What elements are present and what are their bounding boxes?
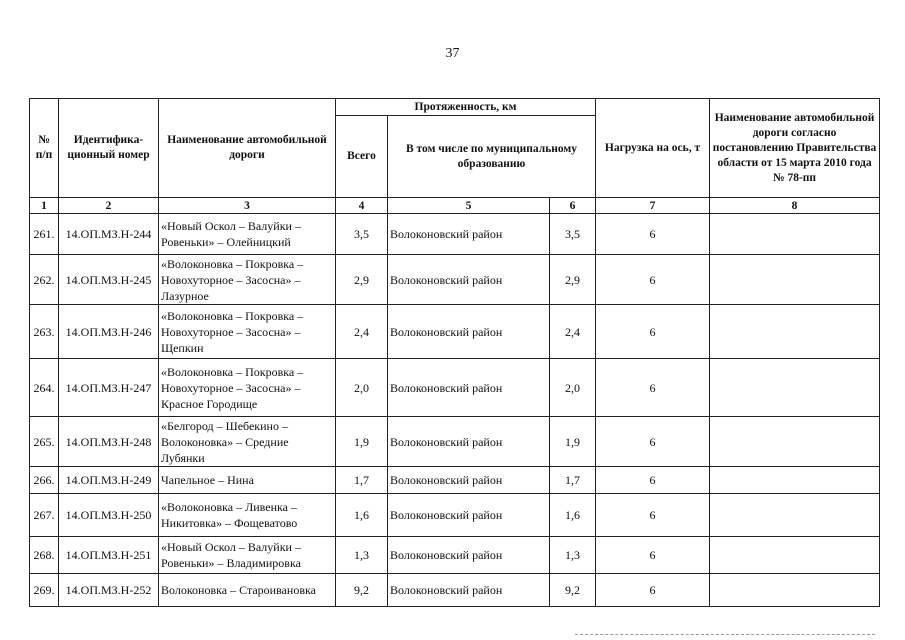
axle-load: 6 [596, 574, 710, 607]
road-id: 14.ОП.МЗ.Н-248 [59, 417, 159, 467]
length-total: 2,0 [336, 359, 388, 417]
column-number: 5 [388, 198, 550, 214]
row-index: 262. [30, 255, 59, 305]
column-number: 2 [59, 198, 159, 214]
road-id: 14.ОП.МЗ.Н-249 [59, 467, 159, 494]
official-name [710, 214, 880, 255]
municipality: Волоконовский район [388, 574, 550, 607]
municipality: Волоконовский район [388, 494, 550, 537]
road-id: 14.ОП.МЗ.Н-246 [59, 305, 159, 359]
row-index: 261. [30, 214, 59, 255]
municipality: Волоконовский район [388, 537, 550, 574]
length-total: 3,5 [336, 214, 388, 255]
length-municipal: 2,4 [550, 305, 596, 359]
header-length-group: Протяженность, км [336, 99, 596, 116]
length-total: 1,7 [336, 467, 388, 494]
header-id: Идентифика-ционный номер [59, 99, 159, 198]
column-number-row [30, 198, 880, 214]
axle-load: 6 [596, 255, 710, 305]
header-name: Наименование автомобильной дороги [159, 99, 336, 198]
header-load: Нагрузка на ось, т [596, 99, 710, 198]
header-municipal: В том числе по муниципальному образованию [388, 116, 596, 198]
length-municipal: 1,6 [550, 494, 596, 537]
road-name: «Волоконовка – Покровка – Новохуторное – Засосна» – Щепкин [159, 305, 336, 359]
road-id: 14.ОП.МЗ.Н-250 [59, 494, 159, 537]
row-index: 265. [30, 417, 59, 467]
road-name: «Волоконовка – Покровка – Новохуторное – Засосна» – Лазурное [159, 255, 336, 305]
table-row [30, 255, 880, 305]
column-number: 4 [336, 198, 388, 214]
axle-load: 6 [596, 417, 710, 467]
municipality: Волоконовский район [388, 305, 550, 359]
official-name [710, 467, 880, 494]
municipality: Волоконовский район [388, 467, 550, 494]
length-total: 1,3 [336, 537, 388, 574]
official-name [710, 574, 880, 607]
column-number: 7 [596, 198, 710, 214]
axle-load: 6 [596, 214, 710, 255]
municipality: Волоконовский район [388, 214, 550, 255]
column-number: 1 [30, 198, 59, 214]
scan-edge-line [575, 634, 875, 635]
road-name: «Волоконовка – Ливенка – Никитовка» – Фощеватово [159, 494, 336, 537]
axle-load: 6 [596, 494, 710, 537]
length-total: 9,2 [336, 574, 388, 607]
row-index: 266. [30, 467, 59, 494]
table-row [30, 305, 880, 359]
road-name: «Волоконовка – Покровка – Новохуторное – Засосна» – Красное Городище [159, 359, 336, 417]
length-municipal: 2,0 [550, 359, 596, 417]
row-index: 269. [30, 574, 59, 607]
road-id: 14.ОП.МЗ.Н-251 [59, 537, 159, 574]
header-total: Всего [336, 116, 388, 198]
length-municipal: 2,9 [550, 255, 596, 305]
road-name: «Новый Оскол – Валуйки – Ровеньки» – Владимировка [159, 537, 336, 574]
municipality: Волоконовский район [388, 255, 550, 305]
official-name [710, 359, 880, 417]
road-name: Волоконовка – Староивановка [159, 574, 336, 607]
length-total: 1,6 [336, 494, 388, 537]
road-name: Чапельное – Нина [159, 467, 336, 494]
table-row [30, 574, 880, 607]
row-index: 264. [30, 359, 59, 417]
axle-load: 6 [596, 467, 710, 494]
length-total: 2,4 [336, 305, 388, 359]
length-municipal: 1,3 [550, 537, 596, 574]
roads-table [29, 98, 880, 607]
road-id: 14.ОП.МЗ.Н-252 [59, 574, 159, 607]
axle-load: 6 [596, 537, 710, 574]
length-municipal: 1,9 [550, 417, 596, 467]
table-row [30, 417, 880, 467]
official-name [710, 305, 880, 359]
table-row [30, 214, 880, 255]
road-name: «Белгород – Шебекино – Волоконовка» – Средние Лубянки [159, 417, 336, 467]
municipality: Волоконовский район [388, 417, 550, 467]
length-municipal: 9,2 [550, 574, 596, 607]
road-id: 14.ОП.МЗ.Н-244 [59, 214, 159, 255]
row-index: 263. [30, 305, 59, 359]
table-row [30, 537, 880, 574]
table-row [30, 494, 880, 537]
axle-load: 6 [596, 305, 710, 359]
official-name [710, 494, 880, 537]
column-number: 8 [710, 198, 880, 214]
table-row [30, 467, 880, 494]
road-id: 14.ОП.МЗ.Н-245 [59, 255, 159, 305]
length-municipal: 3,5 [550, 214, 596, 255]
official-name [710, 537, 880, 574]
row-index: 267. [30, 494, 59, 537]
length-total: 2,9 [336, 255, 388, 305]
axle-load: 6 [596, 359, 710, 417]
official-name [710, 417, 880, 467]
road-name: «Новый Оскол – Валуйки – Ровеньки» – Олейницкий [159, 214, 336, 255]
road-id: 14.ОП.МЗ.Н-247 [59, 359, 159, 417]
column-number: 3 [159, 198, 336, 214]
page-number: 37 [445, 46, 460, 61]
table-row [30, 359, 880, 417]
header-row-top [30, 99, 880, 116]
header-official-name: Наименование автомобильной дороги согласно постановлению Правительства области от 15 марта 2010 года № 78-пп [710, 99, 880, 198]
municipality: Волоконовский район [388, 359, 550, 417]
header-num: № п/п [30, 99, 59, 198]
length-total: 1,9 [336, 417, 388, 467]
official-name [710, 255, 880, 305]
column-number: 6 [550, 198, 596, 214]
row-index: 268. [30, 537, 59, 574]
length-municipal: 1,7 [550, 467, 596, 494]
